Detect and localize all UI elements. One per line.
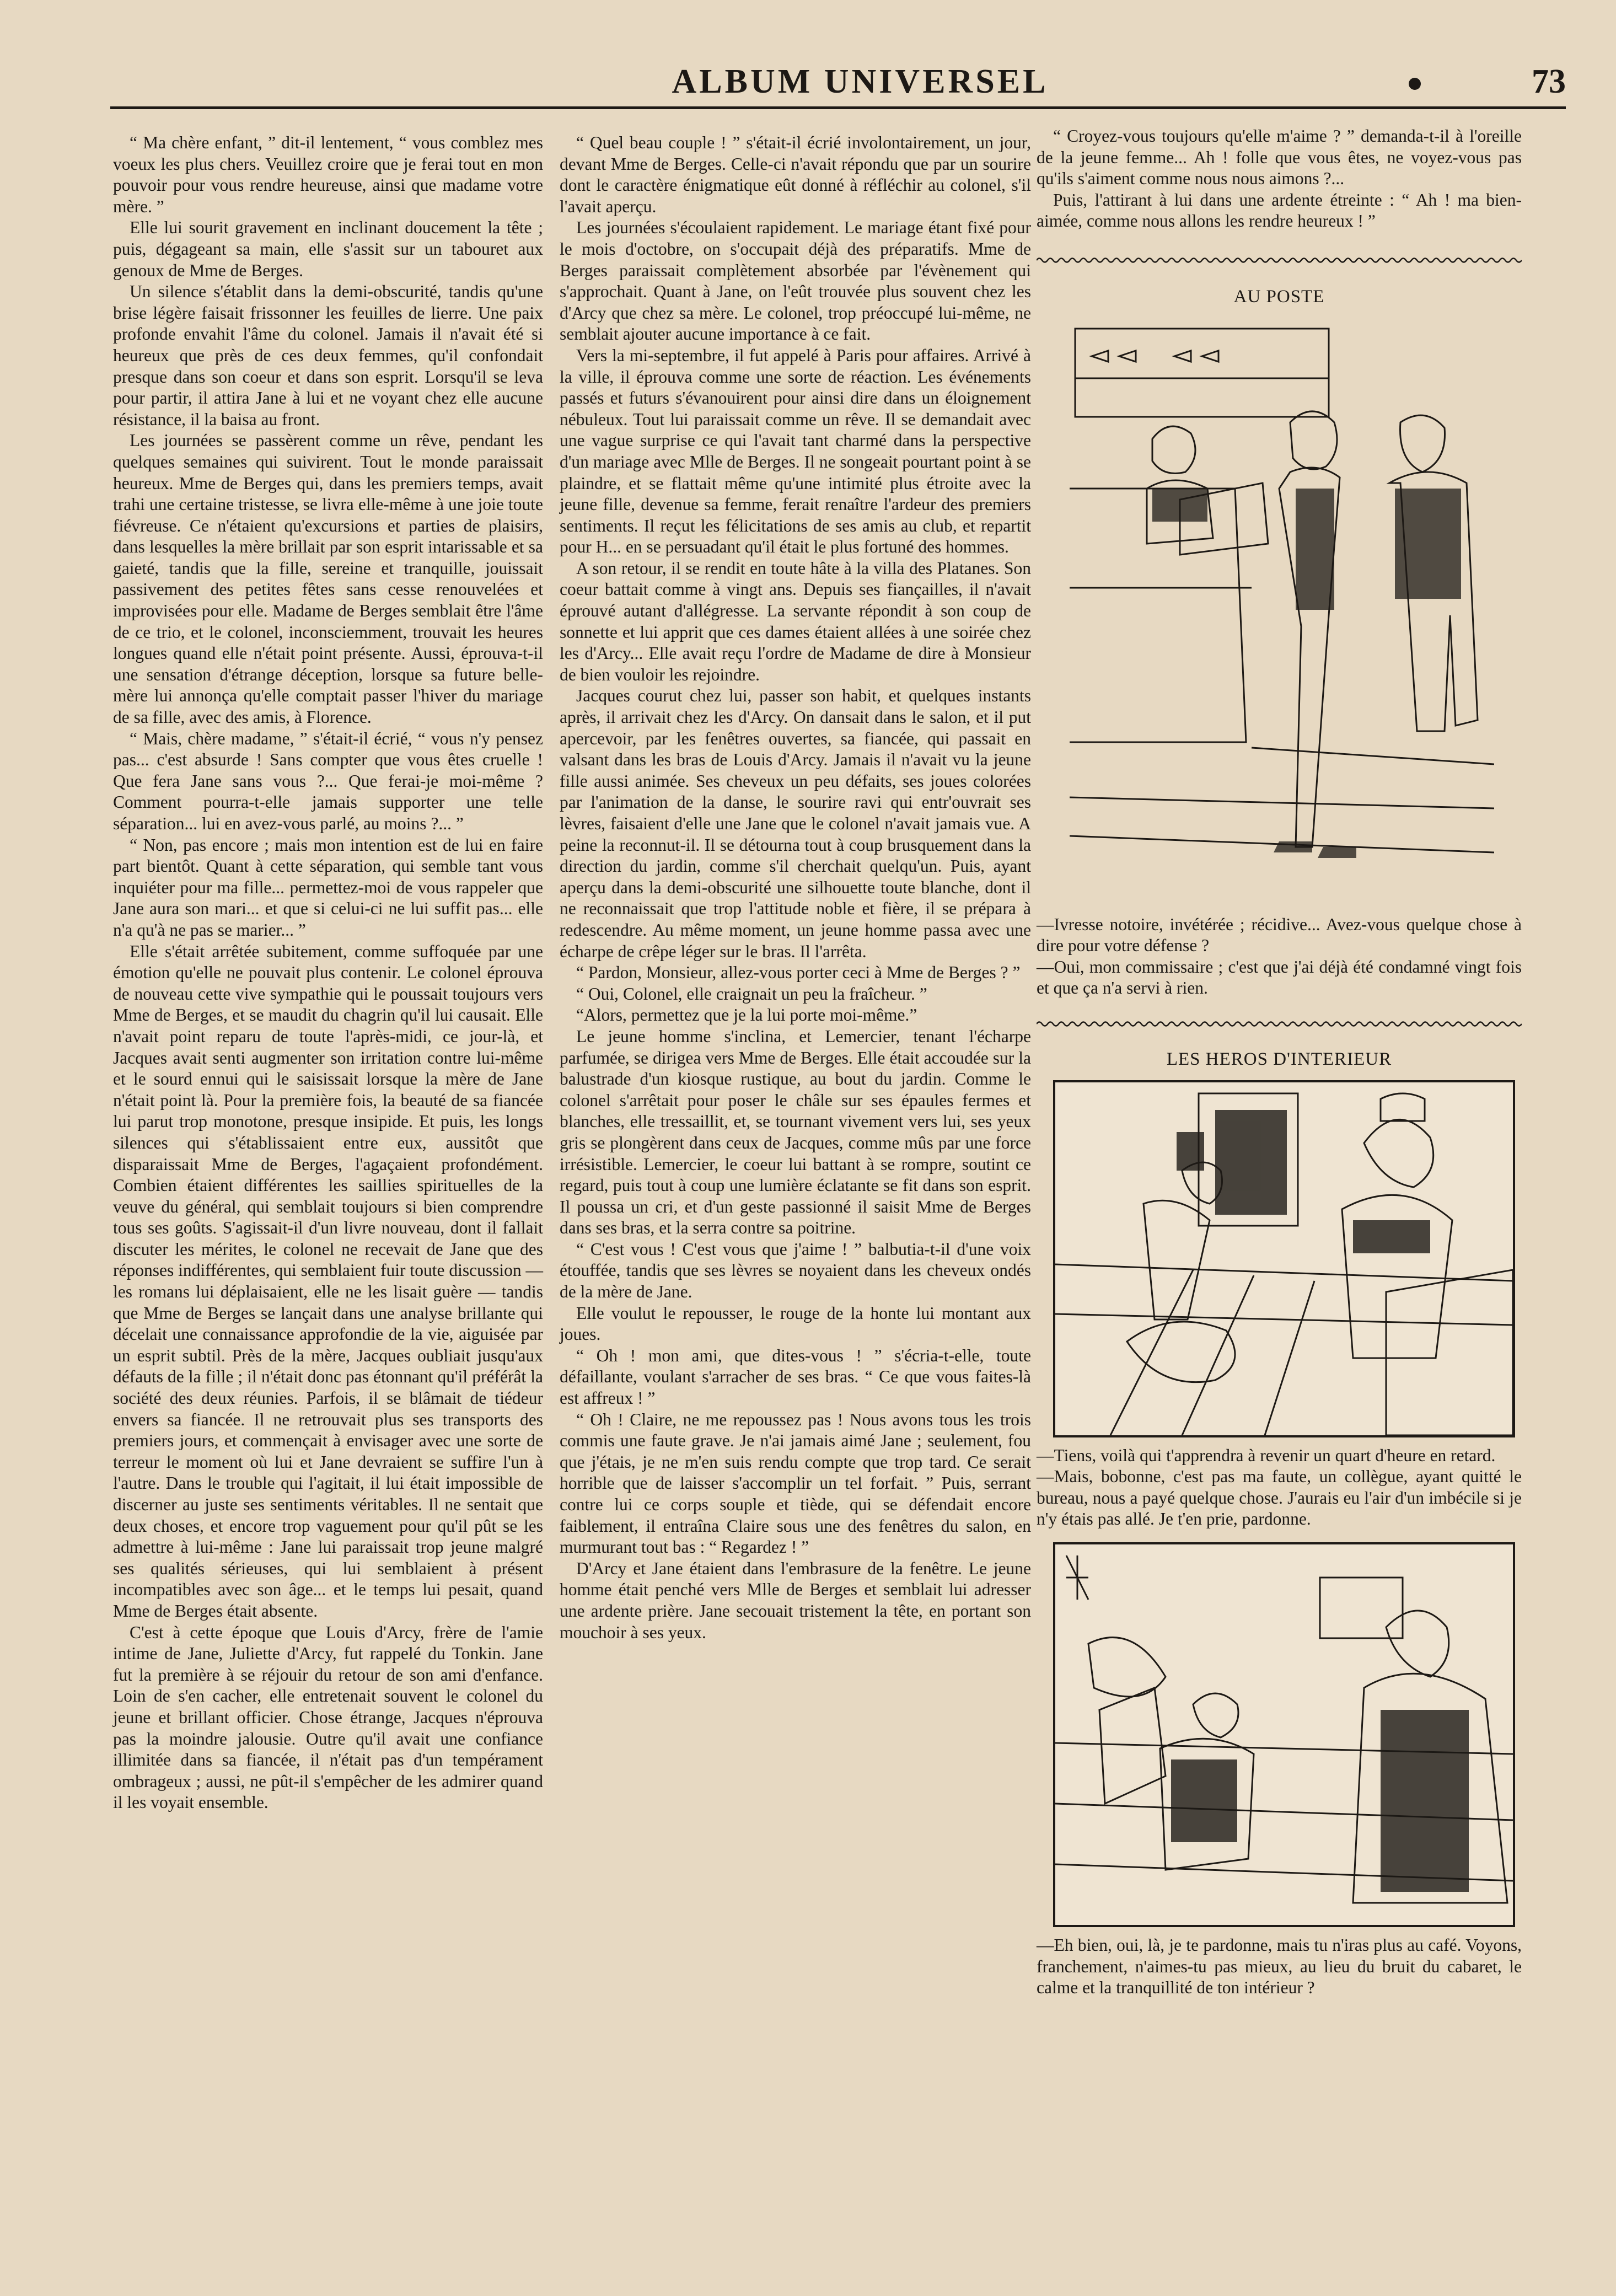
paragraph: Les journées se passèrent comme un rêve, pendant les quelques semaines qui suivirent. Tout le monde paraissait heureux. Mme de Berges qui, dans les premiers temps, avait trahi une certaine tristesse, se livra elle-même à une joie toute fiévreuse. Ce n'étaient qu'excursions et parties de plaisirs, dans lesquelles la mère brillait par son esprit intarissable et sa gaieté, tandis que la fille, sereine et tranquille, jouissait passivement des petites fêtes sans cesse renouvelées et improvisées pour elle. Madame de Berges semblait être l'âme de ce trio, et le colonel, inconsciemment, trouvait les heures longues quand elle n'était point présente. Aussi, éprouva-t-il une sensation d'étrange déception, lorsque sa future belle-mère lui annonça qu'elle comptait passer l'hiver du mariage de sa fille, avec des amis, à Florence. <box>113 431 543 727</box>
paragraph: D'Arcy et Jane étaient dans l'embrasure de la fenêtre. Le jeune homme était penché vers Mlle de Berges et semblait lui adresser une ardente prière. Jane secouait tristement la tête, en portant son mouchoir à ses yeux. <box>560 1558 1031 1642</box>
caption-line: —Eh bien, oui, là, je te pardonne, mais tu n'iras plus au café. Voyons, franchement, n'aimes-tu pas mieux, au lieu du bruit du cabaret, le calme et la tranquillité de ton intérieur ? <box>1037 1935 1522 1998</box>
text-column-1 <box>113 132 543 1814</box>
caption-line: —Tiens, voilà qui t'apprendra à revenir un quart d'heure en retard. <box>1037 1445 1496 1465</box>
section-title-au-poste: AU POSTE <box>1233 286 1325 307</box>
caption-au-poste <box>1037 914 1522 999</box>
au-poste-drawing <box>1070 323 1494 908</box>
page-header <box>88 58 1566 108</box>
illustration-au-poste <box>1070 323 1494 908</box>
paragraph: Le jeune homme s'inclina, et Lemercier, tenant l'écharpe parfumée, se dirigea vers Mme de Berges. Elle était accoudée sur la balustrade d'un kiosque rustique, au bout du jardin. Comme le colonel s'arrêtait pour poser le châle sur ses épaules fermes et blanches, elle tressaillit, et, se tournant vivement vers lui, ses yeux gris se plongèrent dans ceux de Jacques, comme mûs par une force irrésistible. Lemercier, le coeur lui battant à se rompre, soutint ce regard, puis tout à coup une lumière éclatante se fit dans son esprit. Il poussa un cri, et d'un geste passionné il saisit Mme de Berges dans ses bras, et la serra contre sa poitrine. <box>560 1026 1031 1238</box>
caption-heros-1 <box>1037 1445 1522 1530</box>
paragraph: “ Oh ! mon ami, que dites-vous ! ” s'écria-t-elle, toute défaillante, voulant s'arracher de ses bras. “ Ce que vous faites-là est affreux ! ” <box>560 1345 1031 1408</box>
paragraph: “ Oh ! Claire, ne me repoussez pas ! Nous avons tous les trois commis une faute grave. Je n'ai jamais aimé Jane ; seulement, fou que j'étais, je ne m'en suis rendu compte que trop tard. Ce serait horrible que de laisser s'accomplir un tel forfait. ” Puis, serrant contre lui ce corps souple et tiède, qui se défendait encore faiblement, il entraîna Claire sous une des fenêtres du salon, en murmurant tout bas : “ Regardez ! ” <box>560 1409 1031 1557</box>
header-rule <box>110 106 1566 109</box>
wavy-divider <box>1037 1018 1522 1030</box>
paragraph: Un silence s'établit dans la demi-obscurité, tandis qu'une brise légère faisait frissonner les feuilles de lierre. Une paix profonde envahit l'âme du colonel. Jamais il n'avait été si heureux que près de ces deux femmes, qu'il confondait presque dans son coeur et dans son esprit. Lorsqu'il se leva pour partir, il attira Jane à lui et ne voyant chez elle aucune résistance, il la baisa au front. <box>113 282 543 429</box>
illustration-heros-2 <box>1053 1542 1515 1927</box>
paragraph: Elle s'était arrêtée subitement, comme suffoquée par une émotion qu'elle ne pouvait plus contenir. Le colonel éprouva de nouveau cette vive sympathie qui le poussait toujours vers Mme de Berges, et se maudit du chagrin qu'il lui causait. Elle n'avait point reparu de toute l'après-midi, ce jour-là, et Jacques avait senti augmenter son irritation contre lui-même et le sourd ennui qui le saisissait lorsque la mère de Jane n'était point là. Pour la première fois, la beauté de sa fiancée lui parut trop monotone, presque insipide. Et puis, les longs silences qui s'établissaient entre eux, aussitôt que disparaissait Mme de Berges, l'agaçaient profondément. Combien étaient différentes les saillies spirituelles de la veuve du général, qui semblait toujours si bien comprendre tous ses goûts. S'agissait-il d'un livre nouveau, dont il fallait discuter les mérites, le colonel ne recevait de Jane que des réponses indifférentes, qui semblaient fuir toute discussion — les romans lui déplaisaient, elle ne les lisait guère — tandis que Mme de Berges se lançait dans une analyse brillante qui décelait une connaissance approfondie de la vie, aiguisée par un esprit subtil. Près de la mère, Jacques oubliait jusqu'aux défauts de la fille ; il n'était donc pas étonnant qu'il préférât la société des deux réunies. Parfois, il se blâmait de tiédeur envers sa fiancée. Il ne retrouvait plus ses transports des premiers jours, et commençait à envisager avec une sorte de terreur le moment où lui et Jane devraient se suffire l'un à l'autre. Dans le trouble qui l'agitait, il lui était impossible de discerner au juste ses sentiments véritables. Il ne sentait que deux choses, et encore trop vaguement pour qu'il pût se les admettre à lui-même : Jane lui paraissait trop jeune malgré ses qualités sérieuses, qui lui semblaient à présent incompatibles avec son âge... et le temps lui pesait, quand Mme de Berges était absente. <box>113 941 543 1621</box>
paragraph: Elle voulut le repousser, le rouge de la honte lui montant aux joues. <box>560 1303 1031 1344</box>
paragraph: “ Pardon, Monsieur, allez-vous porter ceci à Mme de Berges ? ” <box>576 963 1021 983</box>
paragraph: “ Ma chère enfant, ” dit-il lentement, “ vous comblez mes voeux les plus chers. Veuillez croire que je ferai tout en mon pouvoir pour vous rendre heureuse, ainsi que madame votre mère. ” <box>113 133 543 216</box>
paragraph: “ Quel beau couple ! ” s'était-il écrié involontairement, un jour, devant Mme de Berges. Celle-ci n'avait répondu que par un sourire dont le caractère énigmatique eût donné à réfléchir au colonel, s'il l'avait aperçu. <box>560 133 1031 216</box>
caption-line: —Ivresse notoire, invétérée ; récidive... Avez-vous quelque chose à dire pour votre défense ? <box>1037 914 1522 956</box>
illustration-heros-1 <box>1053 1080 1515 1437</box>
paragraph: Elle lui sourit gravement en inclinant doucement la tête ; puis, dégageant sa main, elle s'assit sur un tabouret aux genoux de Mme de Berges. <box>113 218 543 280</box>
paragraph: “ C'est vous ! C'est vous que j'aime ! ” balbutia-t-il d'une voix étouffée, tandis que ses lèvres se noyaient dans les cheveux ondés de la mère de Jane. <box>560 1239 1031 1302</box>
caption-heros-2 <box>1037 1935 1522 1999</box>
paragraph: Puis, l'attirant à lui dans une ardente étreinte : “ Ah ! ma bien-aimée, comme nous allons les rendre heureux ! ” <box>1037 190 1522 231</box>
paragraph: “Alors, permettez que je la lui porte moi-même.” <box>576 1005 917 1025</box>
header-bullet <box>1409 78 1421 90</box>
journal-title: ALBUM UNIVERSEL <box>672 63 1049 100</box>
paragraph: Jacques courut chez lui, passer son habit, et quelques instants après, il arrivait chez les d'Arcy. On dansait dans le salon, et il put apercevoir, par les fenêtres ouvertes, sa fiancée, qui passait en valsant dans les bras de Louis d'Arcy. Jamais il n'avait vu la jeune fille aussi animée. Ses cheveux un peu défaits, ses joues colorées par l'animation de la danse, le sourire ravi qui entr'ouvrait ses lèvres, faisaient d'elle une Jane que le colonel n'avait jamais vue. A peine la reconnut-il. Il se détourna tout à coup brusquement dans la direction du jardin, comme s'il cherchait quelqu'un. Puis, ayant aperçu dans la demi-obscurité une silhouette toute blanche, dont il ne reconnaissait que trop l'attitude noble et fière, il se prépara à redescendre. Au même moment, un jeune homme passa avec une écharpe de crêpe léger sur le bras. Il l'arrêta. <box>560 686 1031 961</box>
paragraph: A son retour, il se rendit en toute hâte à la villa des Platanes. Son coeur battait comme à vingt ans. Depuis ses fiançailles, il n'avait éprouvé autant d'allégresse. La servante répondit à son coup de sonnette et lui apprit que ces dames étaient allées à une soirée chez les d'Arcy... Elle avait reçu l'ordre de Madame de dire à Monsieur de bien vouloir les rejoindre. <box>560 558 1031 684</box>
paragraph: “ Mais, chère madame, ” s'était-il écrié, “ vous n'y pensez pas... c'est absurde ! Sans compter que vous êtes cruelle ! Que fera Jane sans vous ?... Que ferai-je moi-même ? Comment pourra-t-elle jamais supporter une telle séparation... lui en avez-vous parlé, au moins ?... ” <box>113 728 543 833</box>
paragraph: Vers la mi-septembre, il fut appelé à Paris pour affaires. Arrivé à la ville, il éprouva comme une sorte de réaction. Les événements passés et futurs s'évanouirent pour ainsi dire dans un éloignement nébuleux. Tout lui paraissait comme un rêve. Il se demandait avec une vague surprise ce qui l'avait tant charmé dans la perspective d'un mariage avec Mlle de Berges. Il ne songeait pourtant point à se plaindre, et se flattait même qu'une intimité plus étroite avec la jeune fille, devenue sa femme, ferait renaître l'ardeur des premiers sentiments. Il reçut les félicitations de ses amis au club, et repartit pour H... en se persuadant qu'il était le plus fortuné des hommes. <box>560 345 1031 557</box>
caption-line: —Oui, mon commissaire ; c'est que j'ai déjà été condamné vingt fois et que ça n'a servi à rien. <box>1037 957 1522 998</box>
heros-2-drawing <box>1055 1544 1513 1925</box>
wavy-divider <box>1037 254 1522 266</box>
paragraph: “ Oui, Colonel, elle craignait un peu la fraîcheur. ” <box>576 984 927 1004</box>
caption-line: —Mais, bobonne, c'est pas ma faute, un collègue, ayant quitté le bureau, nous a payé quelque chose. J'aurais eu l'air d'un imbécile si je n'y étais pas allé. Je t'en prie, pardonne. <box>1037 1467 1522 1529</box>
paragraph: Les journées s'écoulaient rapidement. Le mariage étant fixé pour le mois d'octobre, on s'occupait déjà des préparatifs. Mme de Berges paraissait complètement absorbée par l'évènement qui s'approchait. Quant à Jane, on l'eût trouvée plus souvent chez les d'Arcy que chez sa mère. Le colonel, trop préoccupé lui-même, ne semblait ajouter aucune importance à ce fait. <box>560 218 1031 344</box>
text-column-2 <box>560 132 1031 1643</box>
paragraph: “ Non, pas encore ; mais mon intention est de lui en faire part bientôt. Quant à cette séparation, qui semble tant vous inquiéter pour ma fille... permettez-moi de vous rappeler que Jane aura son mari... et que si celui-ci ne lui suffit pas... elle n'a qu'à ne pas se marier... ” <box>113 835 543 940</box>
heros-1-drawing <box>1055 1082 1513 1435</box>
text-column-3 <box>1037 126 1522 1999</box>
paragraph: C'est à cette époque que Louis d'Arcy, frère de l'amie intime de Jane, Juliette d'Arcy, fut rappelé du Tonkin. Jane fut la première à se réjouir du retour de son ami d'enfance. Loin de s'en cacher, elle entretenait souvent le colonel du jeune et brillant officier. Chose étrange, Jacques n'éprouva pas la moindre jalousie. Outre qu'il avait une confiance illimitée dans sa fiancée, il n'était pas d'un tempérament ombrageux ; aussi, ne pût-il s'empêcher de les admirer quand il les voyait ensemble. <box>113 1622 543 1812</box>
page-number: 73 <box>1532 63 1566 100</box>
paragraph: “ Croyez-vous toujours qu'elle m'aime ? ” demanda-t-il à l'oreille de la jeune femme... Ah ! folle que vous êtes, ne voyez-vous pas qu'ils s'aiment comme nous nous aimons ?... <box>1037 126 1522 189</box>
section-title-heros: LES HEROS D'INTERIEUR <box>1166 1049 1392 1069</box>
